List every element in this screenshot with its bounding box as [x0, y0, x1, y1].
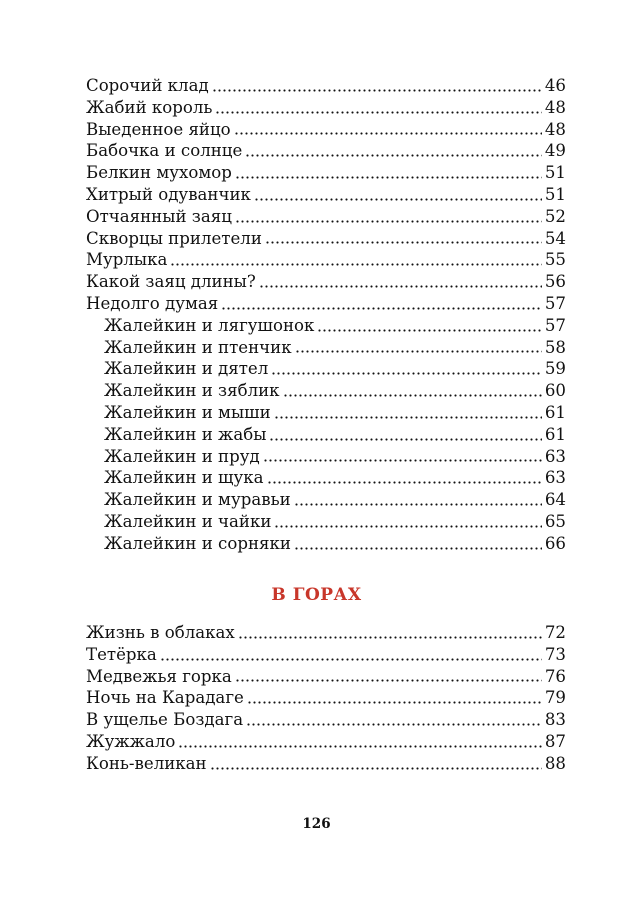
toc-entry-page: 58: [544, 337, 566, 357]
toc-entry: [86, 337, 566, 359]
dot-leader: [265, 228, 542, 250]
toc-entry-title: Жалейкин и пруд: [104, 446, 260, 466]
toc-entry-page: 64: [544, 490, 566, 510]
dot-leader: [160, 644, 542, 666]
toc-entry-page: 57: [544, 315, 566, 335]
dot-leader: [317, 315, 542, 337]
toc-entry-page: 54: [544, 228, 566, 248]
dot-leader: [259, 271, 542, 293]
toc-entry-title: В ущелье Боздага: [86, 710, 244, 730]
dot-leader: [235, 206, 542, 228]
toc-entry: [86, 533, 566, 555]
toc-entry: [86, 753, 566, 775]
toc-entry-page: 57: [544, 293, 566, 313]
toc-entry: [86, 97, 566, 119]
toc-entry-title: Мурлыка: [86, 250, 168, 270]
dot-leader: [294, 533, 542, 555]
toc-entry-page: 88: [544, 753, 566, 773]
dot-leader: [294, 489, 542, 511]
dot-leader: [274, 402, 542, 424]
toc-entry: [86, 293, 566, 315]
toc-entry-page: 46: [544, 76, 566, 95]
toc-entry-title: Жалейкин и чайки: [104, 511, 272, 531]
toc-entry: [86, 228, 566, 250]
toc-entry: [86, 162, 566, 184]
dot-leader: [234, 119, 542, 141]
toc-entry: [86, 380, 566, 402]
dot-leader: [178, 731, 542, 753]
toc-entry: [86, 119, 566, 141]
toc-entry-page: 60: [544, 381, 566, 401]
toc-entry-page: 63: [544, 468, 566, 488]
toc-entry: [86, 184, 566, 206]
toc-entry-title: Жалейкин и мыши: [104, 402, 271, 422]
toc-entry-page: 56: [544, 272, 566, 292]
toc-entry: [86, 511, 566, 533]
toc-entry: [86, 315, 566, 337]
dot-leader: [271, 358, 542, 380]
dot-leader: [283, 380, 542, 402]
dot-leader: [212, 75, 542, 97]
toc-entry-page: 73: [544, 644, 566, 664]
toc-entry-page: 66: [544, 533, 566, 553]
dot-leader: [263, 446, 542, 468]
toc-entry-title: Белкин мухомор: [86, 163, 232, 183]
toc-entry-page: 83: [544, 710, 566, 730]
toc-entry-title: Отчаянный заяц: [86, 206, 232, 226]
toc-entry-page: 61: [544, 424, 566, 444]
dot-leader: [269, 424, 541, 446]
toc-entry: [86, 75, 566, 97]
dot-leader: [235, 666, 542, 688]
toc-entry: [86, 467, 566, 489]
toc-entry-title: Жалейкин и муравьи: [104, 490, 291, 510]
dot-leader: [210, 753, 542, 775]
toc-entry: [86, 446, 566, 468]
toc-entry-page: 63: [544, 446, 566, 466]
toc-entry-title: Скворцы прилетели: [86, 228, 262, 248]
toc-entry-title: Жабий король: [86, 97, 213, 117]
toc-entry: [86, 622, 566, 644]
toc-entry: [86, 424, 566, 446]
toc-entry-title: Сорочий клад: [86, 76, 209, 95]
dot-leader: [254, 184, 542, 206]
dot-leader: [221, 293, 542, 315]
dot-leader: [235, 162, 542, 184]
toc-entry-title: Ночь на Карадаге: [86, 688, 244, 708]
section-heading: В ГОРАХ: [271, 585, 362, 605]
toc-entry: [86, 249, 566, 271]
toc-entry-page: 51: [544, 184, 566, 204]
toc-entry-title: Какой заяц длины?: [86, 272, 256, 292]
toc-entry-title: Жужжало: [86, 731, 176, 751]
dot-leader: [247, 687, 542, 709]
toc-entry: [86, 731, 566, 753]
toc-entry-title: Конь-великан: [86, 753, 207, 773]
toc-entry: [86, 206, 566, 228]
toc-entry-title: Тетёрка: [86, 644, 157, 664]
table-of-contents-mountains: [86, 622, 566, 775]
toc-entry: [86, 709, 566, 731]
toc-entry-title: Недолго думая: [86, 293, 219, 313]
toc-entry-page: 61: [544, 402, 566, 422]
toc-entry-page: 48: [544, 119, 566, 139]
toc-entry-title: Жизнь в облаках: [86, 623, 235, 642]
toc-entry: [86, 271, 566, 293]
toc-entry-title: Жалейкин и дятел: [104, 359, 269, 379]
toc-entry-title: Медвежья горка: [86, 666, 232, 686]
toc-entry-page: 87: [544, 731, 566, 751]
dot-leader: [295, 337, 542, 359]
toc-entry-title: Хитрый одуванчик: [86, 184, 251, 204]
dot-leader: [245, 140, 542, 162]
toc-entry-page: 72: [544, 623, 566, 642]
toc-entry: [86, 489, 566, 511]
dot-leader: [238, 622, 542, 644]
toc-entry-title: Жалейкин и щука: [104, 468, 264, 488]
toc-entry-title: Бабочка и солнце: [86, 141, 243, 161]
toc-entry-title: Жалейкин и зяблик: [104, 381, 280, 401]
toc-entry-page: 51: [544, 163, 566, 183]
toc-entry: [86, 644, 566, 666]
page-number: 126: [302, 816, 331, 832]
dot-leader: [246, 709, 542, 731]
toc-entry-title: Жалейкин и жабы: [104, 424, 267, 444]
toc-entry-title: Жалейкин и птенчик: [104, 337, 292, 357]
toc-entry-page: 79: [544, 688, 566, 708]
toc-entry-title: Жалейкин и сорняки: [104, 533, 291, 553]
dot-leader: [170, 249, 541, 271]
toc-entry-page: 52: [544, 206, 566, 226]
toc-entry: [86, 358, 566, 380]
toc-entry-page: 59: [544, 359, 566, 379]
toc-entry: [86, 140, 566, 162]
toc-entry-page: 48: [544, 97, 566, 117]
toc-entry-page: 65: [544, 511, 566, 531]
dot-leader: [267, 467, 542, 489]
dot-leader: [274, 511, 541, 533]
toc-entry: [86, 666, 566, 688]
toc-entry-title: Жалейкин и лягушонок: [104, 315, 315, 335]
toc-entry-title: Выеденное яйцо: [86, 119, 231, 139]
toc-entry-page: 55: [544, 250, 566, 270]
dot-leader: [215, 97, 541, 119]
toc-entry-page: 76: [544, 666, 566, 686]
toc-entry-page: 49: [544, 141, 566, 161]
toc-entry: [86, 687, 566, 709]
toc-entry: [86, 402, 566, 424]
table-of-contents: [86, 75, 566, 555]
